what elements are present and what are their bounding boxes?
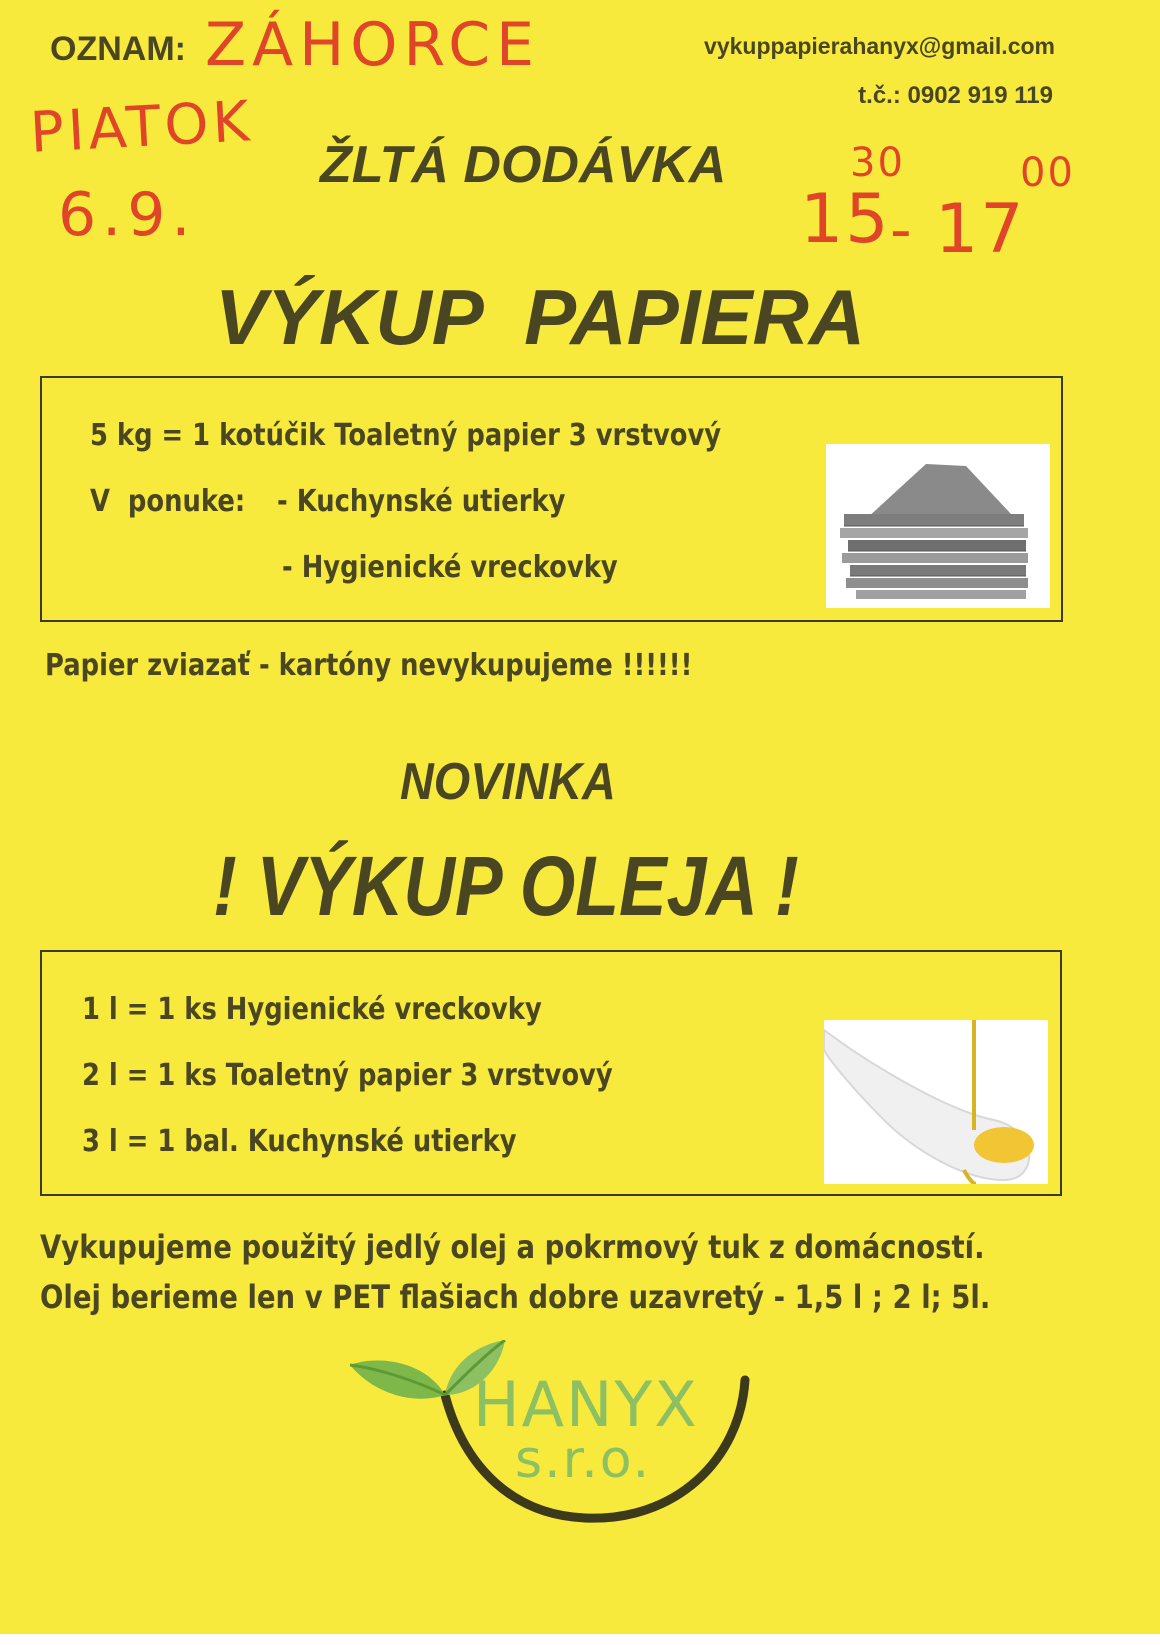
- announcement-label: OZNAM:: [50, 30, 186, 68]
- logo-name: HANYX: [473, 1368, 699, 1441]
- oil-info-line-2: Olej berieme len v PET flašiach dobre uzavretý - 1,5 l ; 2 l; 5l.: [40, 1278, 991, 1316]
- logo-suffix: s.r.o.: [515, 1430, 652, 1490]
- paper-rate-text: 5 kg = 1 kotúčik Toaletný papier 3 vrstvový: [90, 418, 722, 453]
- handwritten-location: ZÁHORCE: [205, 10, 540, 80]
- email-text: vykuppapierahanyx@gmail.com: [704, 33, 1055, 59]
- oil-rate-1: 1 l = 1 ks Hygienické vreckovky: [82, 992, 542, 1027]
- oil-spoon-icon: [824, 1020, 1048, 1184]
- handwritten-time-from-hour: 15: [800, 180, 891, 259]
- handwritten-time-dash: -: [890, 195, 914, 265]
- newspaper-icon: [826, 444, 1050, 608]
- offer-item-kitchen-towels: - Kuchynské utierky: [277, 484, 566, 519]
- oil-section-title: ! VÝKUP OLEJA !: [213, 839, 799, 933]
- handwritten-time-from-min: 30: [850, 140, 905, 186]
- oil-spoon-image: [824, 1020, 1048, 1184]
- phone-text: t.č.: 0902 919 119: [858, 82, 1053, 109]
- handwritten-time-to-hour: 17: [935, 190, 1026, 269]
- paper-note: Papier zviazať - kartóny nevykupujeme !!!!!!: [45, 648, 693, 683]
- paper-rates-box: [40, 376, 1063, 622]
- handwritten-day: PIATOK: [28, 89, 255, 166]
- oil-rate-2: 2 l = 1 ks Toaletný papier 3 vrstvový: [82, 1058, 613, 1093]
- handwritten-time-to-min: 00: [1020, 150, 1075, 196]
- offer-label: V ponuke:: [90, 484, 246, 519]
- paper-section-title: VÝKUP PAPIERA: [215, 273, 866, 361]
- vehicle-title: ŽLTÁ DODÁVKA: [320, 136, 727, 194]
- novinka-badge: NOVINKA: [400, 753, 616, 811]
- oil-info-line-1: Vykupujeme použitý jedlý olej a pokrmový tuk z domácností.: [40, 1228, 985, 1266]
- oil-rate-3: 3 l = 1 bal. Kuchynské utierky: [82, 1124, 517, 1159]
- hanyx-logo: [345, 1340, 765, 1580]
- handwritten-date: 6.9.: [58, 180, 197, 250]
- newspaper-stack-image: [826, 444, 1050, 608]
- offer-item-tissues: - Hygienické vreckovky: [282, 550, 618, 585]
- oil-rates-box: [40, 950, 1062, 1196]
